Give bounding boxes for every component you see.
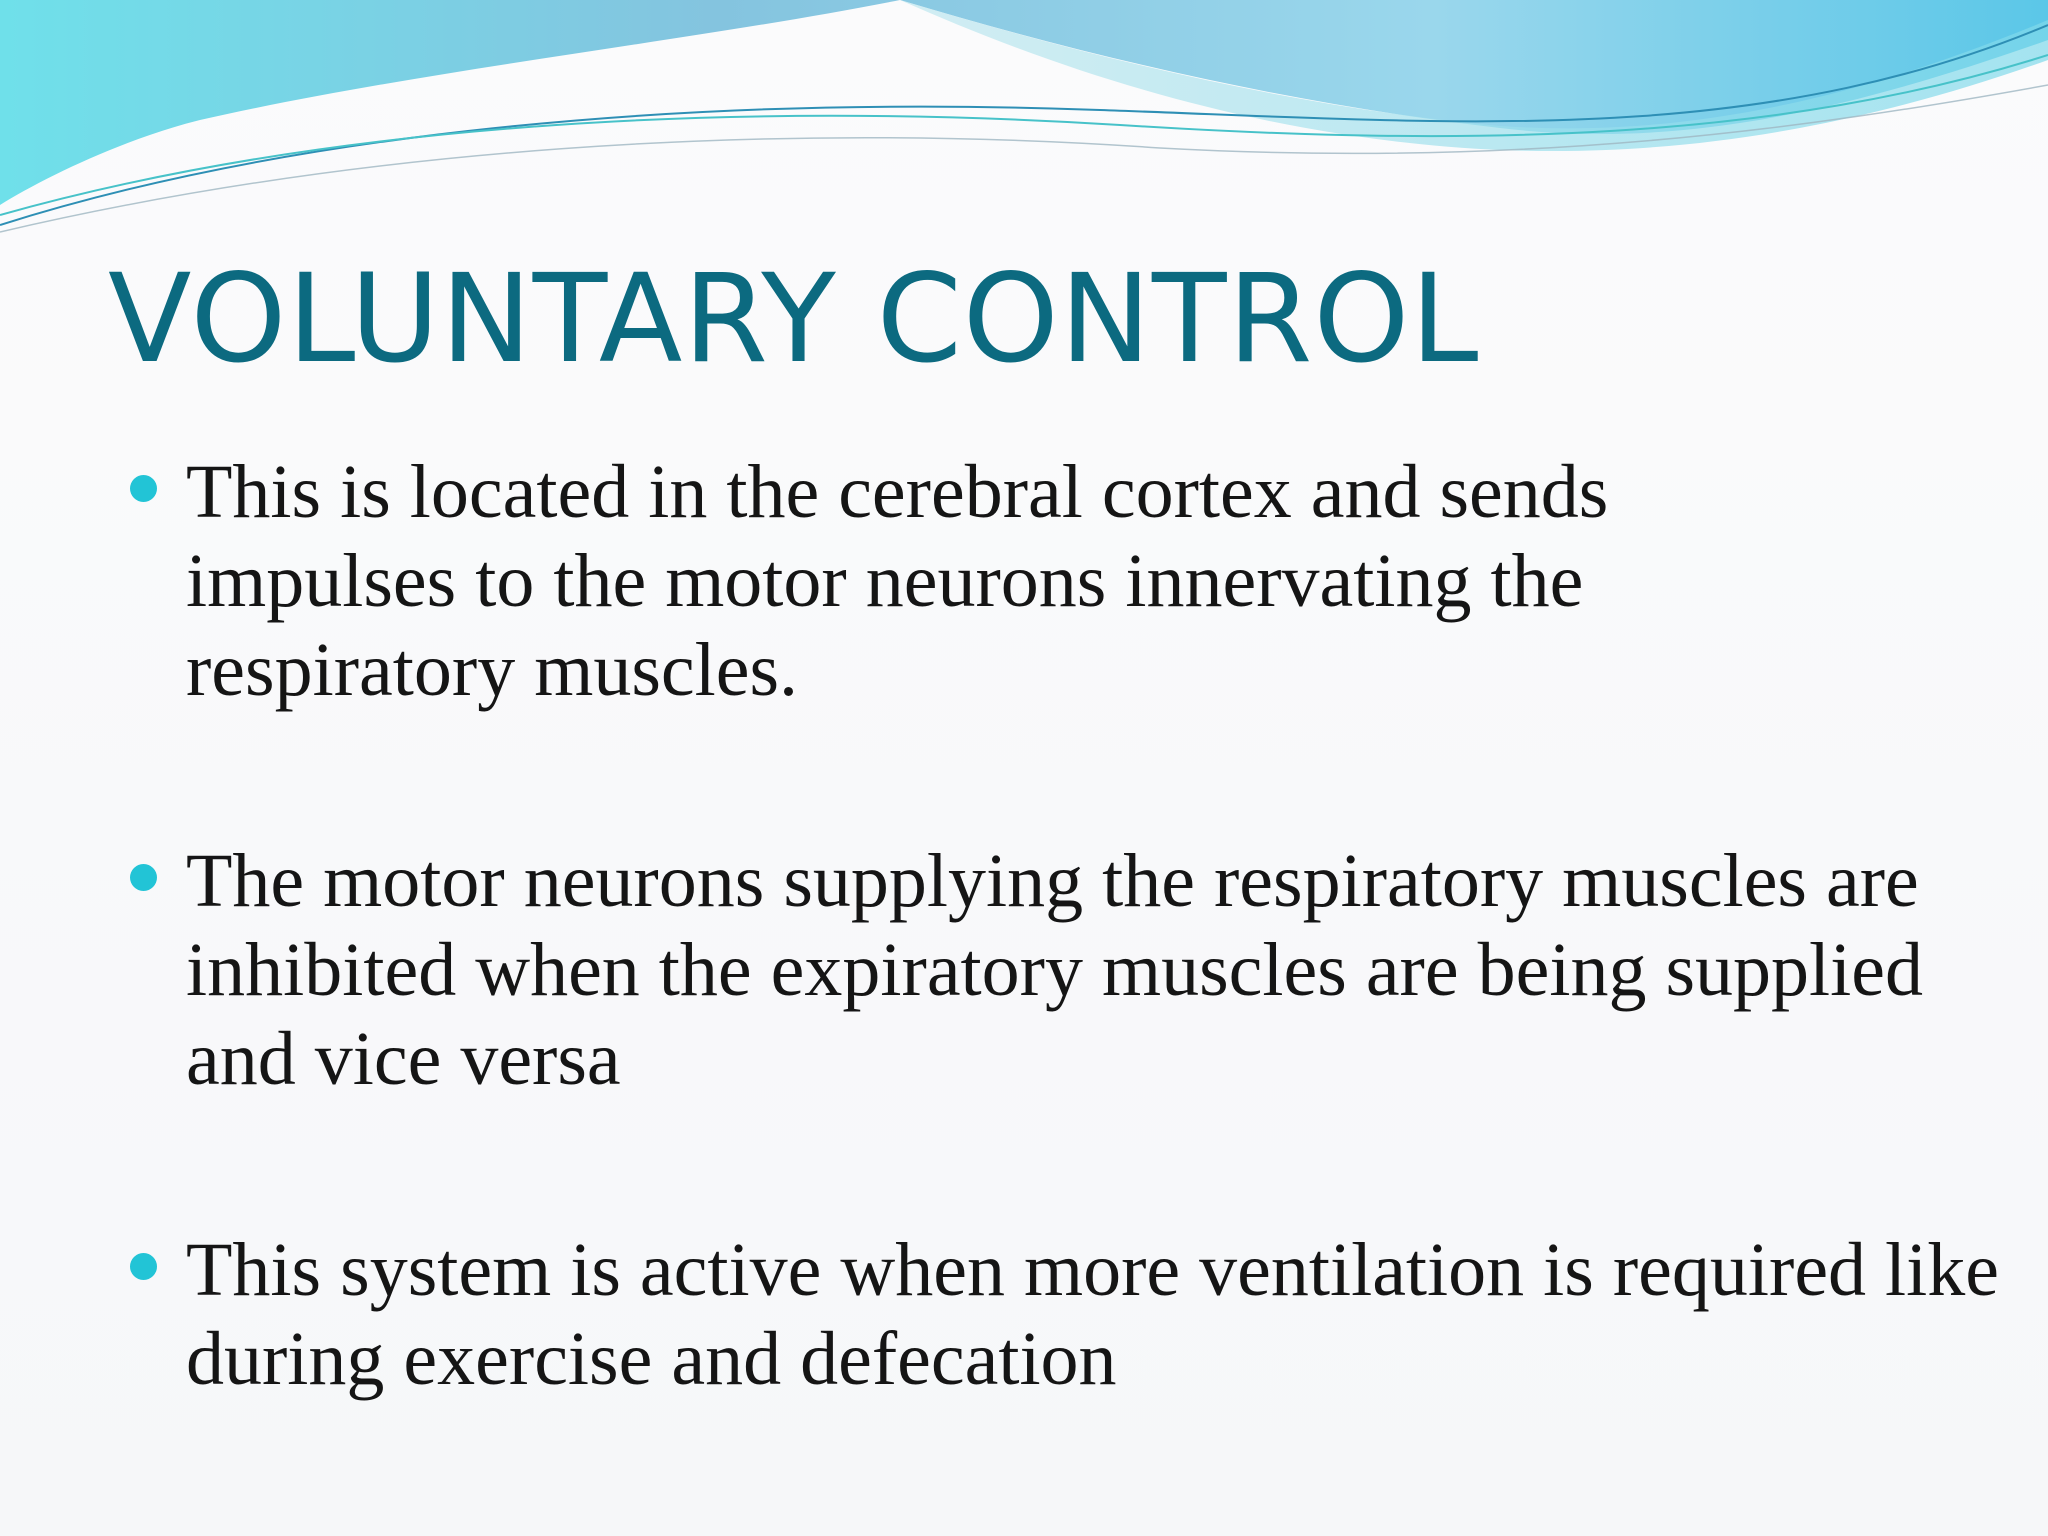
bullet-icon [130,1253,157,1280]
slide-title: VOLUNTARY CONTROL [108,248,1480,390]
bullet-text: This is located in the cerebral cortex and sends impulses to the motor neurons innervating the respiratory muscles. [186,450,1609,712]
list-item [128,837,2008,1104]
bullet-list [128,448,2008,1526]
bullet-icon [130,864,157,891]
wave-band-main [0,0,2048,205]
list-item [128,448,2008,715]
bullet-icon [130,475,157,502]
bullet-text: This system is active when more ventilation is required like during exercise and defecation [186,1228,2000,1401]
list-item [128,1226,2008,1404]
bullet-text: The motor neurons supplying the respiratory muscles are inhibited when the expiratory muscles are being supplied and vice versa [186,839,1923,1101]
decorative-wave-header [0,0,2048,240]
